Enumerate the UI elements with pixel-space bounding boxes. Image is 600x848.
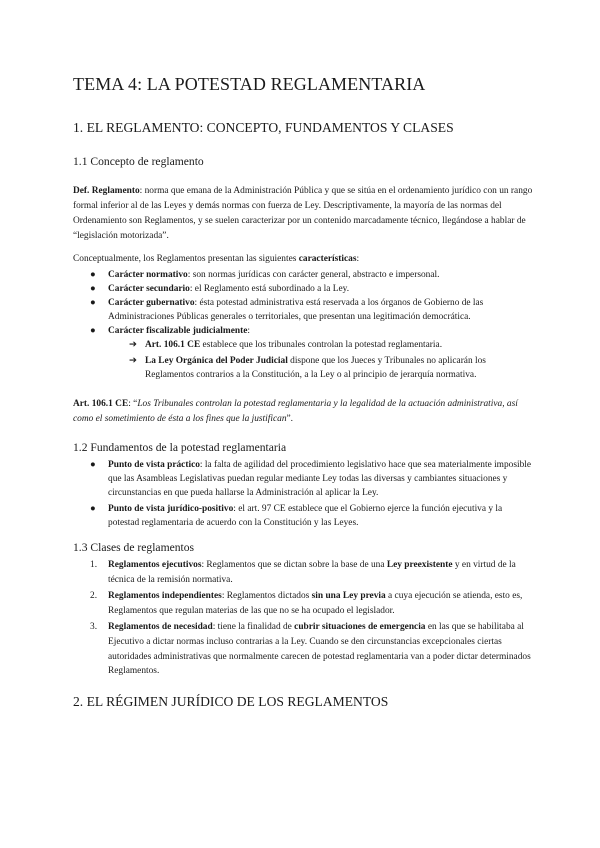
list-item <box>73 296 533 324</box>
list-item <box>73 558 533 587</box>
item-text: establece que los tribunales controlan la potestad reglamentaria. <box>200 340 443 350</box>
article-quote <box>73 397 533 427</box>
bullet-icon: ● <box>90 504 96 514</box>
item-number: 3. <box>90 622 98 633</box>
definition-paragraph <box>73 184 533 244</box>
item-number: 1. <box>90 560 98 570</box>
subsection-1-3-heading: 1.3 Clases de reglamentos <box>73 541 195 554</box>
bullet-icon: ● <box>90 298 96 308</box>
intro-bold: características <box>298 254 357 264</box>
item-text: : el Reglamento está subordinado a la Ley. <box>189 284 350 294</box>
item-text: dispone que los Jueces y Tribunales no aplicarán los Reglamentos contrarios a la Constitución, a la Ley o al principio de jerarquía normativa. <box>145 356 486 380</box>
item-label: Reglamentos ejecutivos <box>108 560 202 570</box>
section-2-heading: 2. EL RÉGIMEN JURÍDICO DE LOS REGLAMENTOS <box>73 694 389 709</box>
characteristics-list <box>73 268 533 338</box>
list-item <box>73 324 533 338</box>
item-label: Carácter fiscalizable judicialmente <box>108 326 248 336</box>
item-text: : tiene la finalidad de <box>212 622 295 633</box>
judicial-control-sublist <box>73 338 533 382</box>
bullet-icon: ● <box>90 284 96 294</box>
regulation-types-list <box>73 558 533 679</box>
quote-text: Los Tribunales controlan la potestad reglamentaria y la legalidad de la actuación administrativa, así como el sometimiento de ésta a los fines que la justifican <box>73 399 518 424</box>
section-1-heading: 1. EL REGLAMENTO: CONCEPTO, FUNDAMENTOS Y CLASES <box>73 120 454 135</box>
list-item <box>73 354 533 382</box>
quote-open: : “ <box>128 399 138 409</box>
item-bold: Ley preexistente <box>386 560 453 570</box>
item-text: : son normas jurídicas con carácter general, abstracto e impersonal. <box>187 270 440 280</box>
item-text: y en virtud de la técnica de la remisión normativa. <box>108 560 516 585</box>
item-label: Punto de vista jurídico-positivo <box>108 504 234 514</box>
intro-text: Conceptualmente, los Reglamentos presentan las siguientes <box>73 254 299 264</box>
item-text: : Reglamentos que se dictan sobre la base de una <box>201 560 387 570</box>
intro-colon: : <box>356 254 360 264</box>
arrow-icon: ➔ <box>129 356 137 366</box>
item-text: : <box>247 326 250 336</box>
item-bold: sin una Ley previa <box>311 591 386 602</box>
item-label: Carácter normativo <box>108 270 188 280</box>
quote-close: ”. <box>286 414 294 424</box>
item-label: Reglamentos de necesidad <box>108 622 213 633</box>
list-item <box>73 458 533 500</box>
subsection-1-2-heading: 1.2 Fundamentos de la potestad reglamentaria <box>73 441 287 454</box>
document-title: TEMA 4: LA POTESTAD REGLAMENTARIA <box>73 74 426 94</box>
list-item <box>73 268 533 282</box>
item-label: Reglamentos independientes <box>108 591 222 602</box>
bullet-icon: ● <box>90 460 96 470</box>
list-item <box>73 589 533 618</box>
item-label: Carácter secundario <box>108 284 190 294</box>
fundamentals-list <box>73 458 533 530</box>
item-label: Punto de vista práctico <box>108 460 200 470</box>
characteristics-intro <box>73 252 533 267</box>
list-item <box>73 338 533 352</box>
subsection-1-1-heading: 1.1 Concepto de reglamento <box>73 155 204 168</box>
item-text: en las que se habilitaba al Ejecutivo a dictar normas incluso contrarias a la Ley. Cuando se den circunstancias excepcionales ciertas autoridades administrativas que normalmente carecen de potestad reglamentaria van a poder dictar determinados Reglamentos. <box>108 622 531 677</box>
item-label: La Ley Orgánica del Poder Judicial <box>145 356 288 366</box>
list-item <box>73 502 533 530</box>
list-item <box>73 282 533 296</box>
item-text: : Reglamentos dictados <box>221 591 312 602</box>
item-text: : la falta de agilidad del procedimiento legislativo hace que sea materialmente imposible que las Asambleas Legislativas puedan regular mediante Ley todas las diversas y cambiantes situaciones y circunstancias en que pueda hallarse la Administración al aplicar la Ley. <box>108 460 532 498</box>
list-item <box>73 620 533 678</box>
item-text: a cuya ejecución se atienda, esto es, Reglamentos que regulan materias de las que no se ha ocupado el legislador. <box>108 591 523 616</box>
definition-text: : norma que emana de la Administración Pública y que se sitúa en el ordenamiento jurídico con un rango formal inferior al de las Leyes y demás normas con fuerza de Ley. Descriptivamente, la mayoría de las normas del Ordenamiento son Reglamentos, y se suelen caracterizar por un contenido marcadamente técnico, llegándose a hablar de “legislación motorizada”. <box>73 186 533 241</box>
item-number: 2. <box>90 591 98 602</box>
item-label: Art. 106.1 CE <box>145 340 201 350</box>
bullet-icon: ● <box>90 270 96 280</box>
arrow-icon: ➔ <box>129 340 137 350</box>
item-text: : ésta potestad administrativa está reservada a los órganos de Gobierno de las Administraciones Públicas generales o territoriales, que presentan una legitimación democrática. <box>108 298 484 322</box>
definition-label: Def. Reglamento <box>73 186 140 196</box>
item-text: : el art. 97 CE establece que el Gobierno ejerce la función ejecutiva y la potestad reglamentaria de acuerdo con la Constitución y las Leyes. <box>108 504 503 528</box>
bullet-icon: ● <box>90 326 96 336</box>
article-label: Art. 106.1 CE <box>73 399 129 409</box>
item-bold: cubrir situaciones de emergencia <box>294 622 426 633</box>
item-label: Carácter gubernativo <box>108 298 195 308</box>
